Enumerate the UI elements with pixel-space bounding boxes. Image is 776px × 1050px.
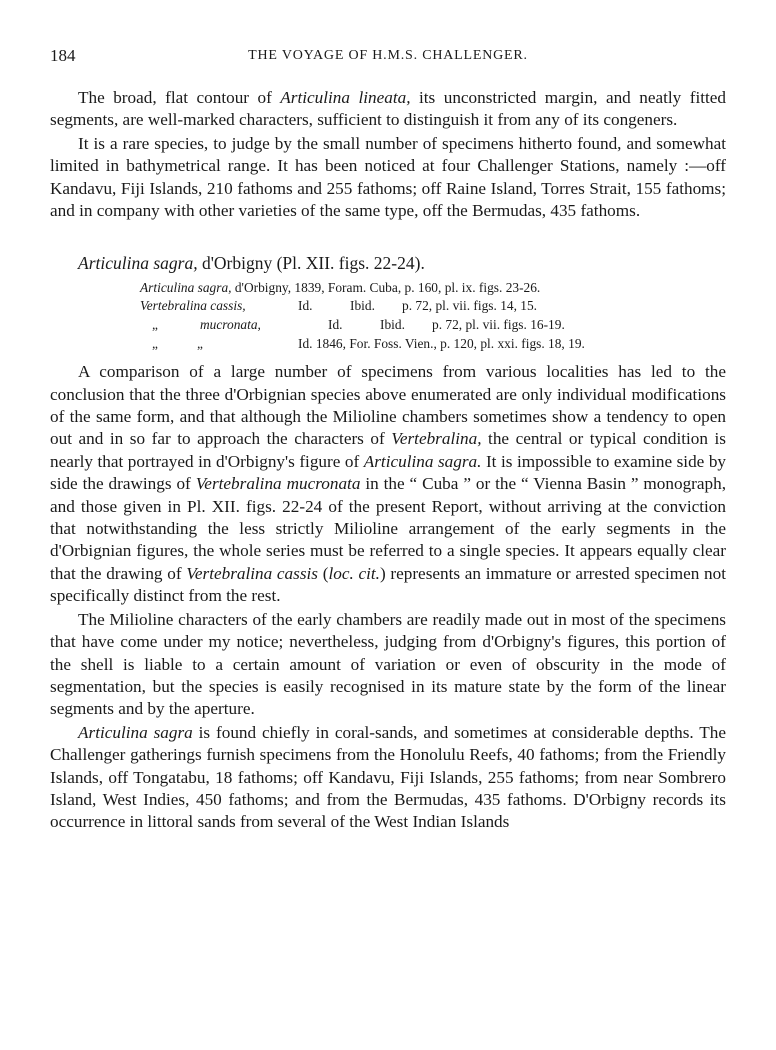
species-name-italic: Articulina lineata, (280, 88, 411, 107)
ditto-mark: „ (152, 317, 158, 333)
synonym-author: Id. (298, 298, 313, 314)
text-run: in the “ Cuba ” or the “ Vienna Basin ” monograph, and those given in Pl. XII. figs. 22-24 of the present Report, without arriving at the conviction that notwithstanding the less strictly Milioline arrangement of the early segments in the d'Orbignian figures, the whole series must be referred to a single species. It appears equally clear that the drawing of (50, 474, 727, 583)
text-run: the central or typical condition is nearly that portrayed in d'Orbigny's figure of (50, 429, 726, 471)
species-heading-name: Articulina sagra, (78, 253, 198, 274)
synonymy-entry (140, 316, 726, 335)
synonymy-entry (140, 279, 726, 298)
species-name-italic: Articulina sagra (78, 722, 193, 742)
synonym-author: Id. (328, 317, 343, 333)
text-run: its unconstricted margin, and neatly fitted segments, are well-marked characters, sufficient to distinguish it from any of its congeners. (50, 88, 726, 130)
text-run: ( (318, 563, 329, 583)
paragraph-sagra-distribution (50, 722, 726, 834)
synonym-source: Ibid. (350, 298, 375, 314)
ditto-mark: „ (197, 335, 203, 351)
paragraph-milioline-characters: The Milioline characters of the early chambers are readily made out in most of the specimens that have come under my notice; nevertheless, judging from d'Orbigny's figures, this portion of the shell is liable to a certain amount of variation or even of obscurity in the mode of segmentation, but the species is easily recognised in its mature state by the form of the linear segments and by the aperture. (50, 609, 726, 719)
text-run: A comparison of a large number of specimens from various localities has led to the conclusion that the three d'Orbignian species above enumerated are only individual modifications of the same form, and that although the Milioline chambers sometimes show a tendency to open out and in so far to approach the characters of (50, 362, 726, 449)
text-run: The broad, flat contour of (78, 88, 281, 107)
synonym-name: mucronata, (200, 317, 261, 333)
synonym-ref: Id. 1846, For. Foss. Vien., p. 120, pl. xxi. figs. 18, 19. (298, 335, 585, 351)
text-run: ) represents an immature or arrested specimen not specifically distinct from the rest. (50, 563, 727, 606)
species-name-italic: Articulina sagra. (363, 451, 482, 471)
synonymy-list (50, 279, 726, 353)
paragraph-lineata-characters (50, 87, 726, 132)
citation-italic: loc. cit. (328, 563, 380, 583)
text-run: is found chiefly in coral-sands, and sometimes at considerable depths. The Challenger gatherings furnish specimens from the Honolulu Reefs, 40 fathoms; from the Friendly Islands, off Tongatabu, 18 fathoms; off Kandavu, Fiji Islands, 255 fathoms; from near Sombrero Island, West Indies, 450 fathoms; and from the Bermudas, 435 fathoms. D'Orbigny records its occurrence in littoral sands from several of the West Indian Islands (50, 722, 727, 832)
synonym-ref: p. 72, pl. vii. figs. 16-19. (432, 317, 565, 333)
running-title: THE VOYAGE OF H.M.S. CHALLENGER. (248, 48, 528, 63)
synonym-name: Vertebralina cassis, (140, 298, 246, 314)
paragraph-comparison (50, 361, 726, 607)
synonymy-entry (140, 297, 726, 316)
genus-name-italic: Vertebralina, (391, 429, 482, 449)
running-header (50, 46, 726, 70)
synonym-name: Articulina sagra, (140, 279, 232, 295)
synonym-source: Ibid. (380, 317, 405, 333)
species-name-italic: Vertebralina mucronata (195, 474, 361, 494)
ditto-mark: „ (152, 335, 158, 351)
synonym-ref: p. 72, pl. vii. figs. 14, 15. (402, 298, 538, 314)
species-heading-ref: d'Orbigny (Pl. XII. figs. 22-24). (197, 253, 425, 274)
paragraph-lineata-distribution: It is a rare species, to judge by the small number of specimens hitherto found, and somewhat limited in bathymetrical range. It has been noticed at four Challenger Stations, namely :—off Kandavu, Fiji Islands, 210 fathoms and 255 fathoms; off Raine Island, Torres Strait, 155 fathoms; and in company with other varieties of the same type, off the Bermudas, 435 fathoms. (50, 133, 726, 221)
body-text (50, 87, 726, 834)
text-run: It is impossible to examine side by side the drawings of (50, 451, 727, 494)
species-name-italic: Vertebralina cassis (186, 563, 318, 583)
species-heading (50, 252, 726, 274)
synonymy-entry (140, 335, 726, 354)
page-number: 184 (50, 46, 76, 65)
synonym-ref: d'Orbigny, 1839, Foram. Cuba, p. 160, pl. ix. figs. 23-26. (231, 279, 541, 295)
